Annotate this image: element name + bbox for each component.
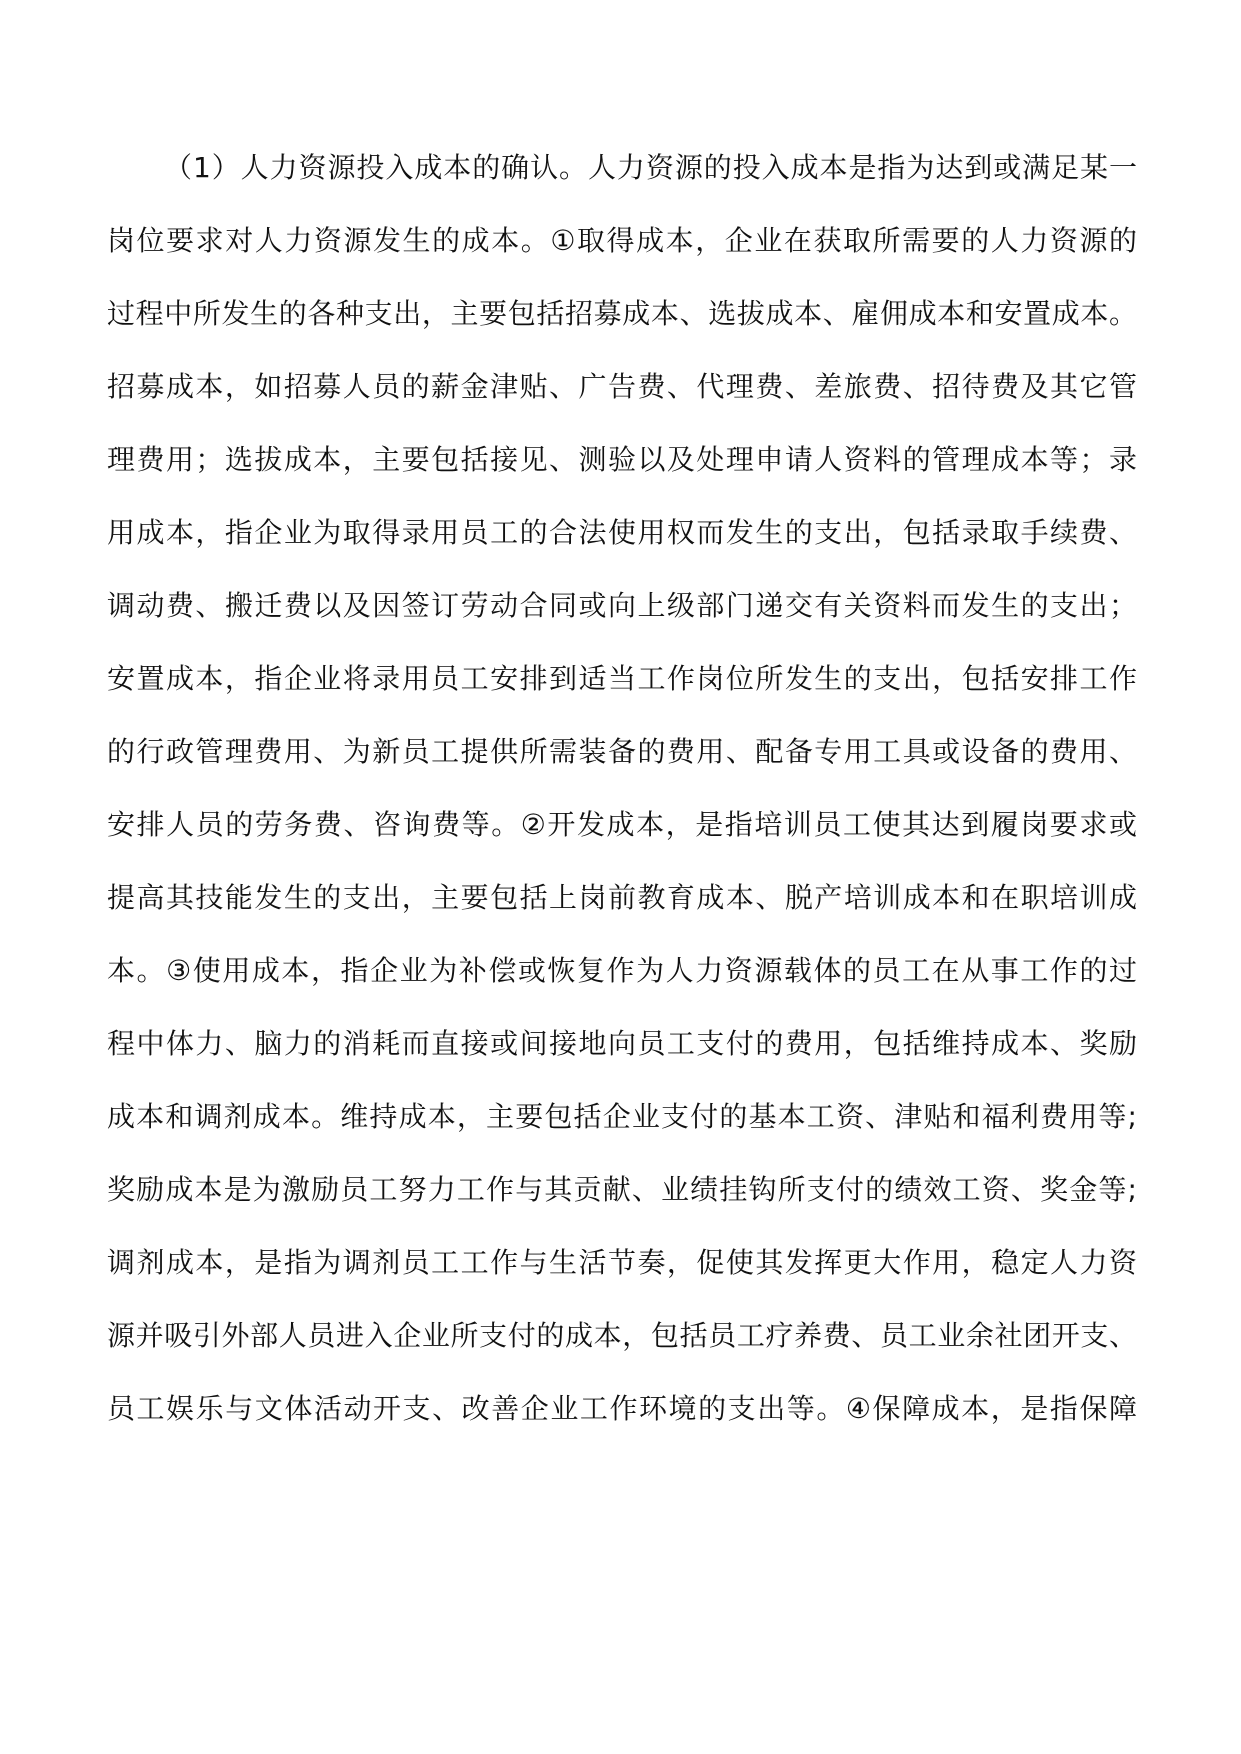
paragraph-line: 源并吸引外部人员进入企业所支付的成本，包括员工疗养费、员工业余社团开支、: [107, 1319, 1137, 1352]
paragraph-line: 过程中所发生的各种支出，主要包括招募成本、选拔成本、雇佣成本和安置成本。: [107, 297, 1137, 330]
paragraph-line: 员工娱乐与文体活动开支、改善企业工作环境的支出等。④保障成本，是指保障: [107, 1392, 1137, 1425]
paragraph-line: 调动费、搬迁费以及因签订劳动合同或向上级部门递交有关资料而发生的支出；: [107, 589, 1137, 622]
paragraph-line: 程中体力、脑力的消耗而直接或间接地向员工支付的费用，包括维持成本、奖励: [107, 1027, 1137, 1060]
paragraph-line: 提高其技能发生的支出，主要包括上岗前教育成本、脱产培训成本和在职培训成: [107, 881, 1137, 914]
paragraph-line: 用成本，指企业为取得录用员工的合法使用权而发生的支出，包括录取手续费、: [107, 516, 1137, 549]
paragraph-line: 安排人员的劳务费、咨询费等。②开发成本，是指培训员工使其达到履岗要求或: [107, 808, 1137, 841]
paragraph-line: 本。③使用成本，指企业为补偿或恢复作为人力资源载体的员工在从事工作的过: [107, 954, 1137, 987]
paragraph-line: 理费用；选拔成本，主要包括接见、测验以及处理申请人资料的管理成本等；录: [107, 443, 1137, 476]
paragraph-line: 安置成本，指企业将录用员工安排到适当工作岗位所发生的支出，包括安排工作: [107, 662, 1137, 695]
paragraph-line: 调剂成本，是指为调剂员工工作与生活节奏，促使其发挥更大作用，稳定人力资: [107, 1246, 1137, 1279]
paragraph-line: 岗位要求对人力资源发生的成本。①取得成本，企业在获取所需要的人力资源的: [107, 224, 1137, 257]
paragraph-line: 成本和调剂成本。维持成本，主要包括企业支付的基本工资、津贴和福利费用等;: [107, 1100, 1137, 1133]
paragraph-line: （1）人力资源投入成本的确认。人力资源的投入成本是指为达到或满足某一: [164, 151, 1137, 184]
paragraph-line: 奖励成本是为激励员工努力工作与其贡献、业绩挂钩所支付的绩效工资、奖金等;: [107, 1173, 1137, 1206]
paragraph-line: 的行政管理费用、为新员工提供所需装备的费用、配备专用工具或设备的费用、: [107, 735, 1137, 768]
paragraph-line: 招募成本，如招募人员的薪金津贴、广告费、代理费、差旅费、招待费及其它管: [107, 370, 1137, 403]
